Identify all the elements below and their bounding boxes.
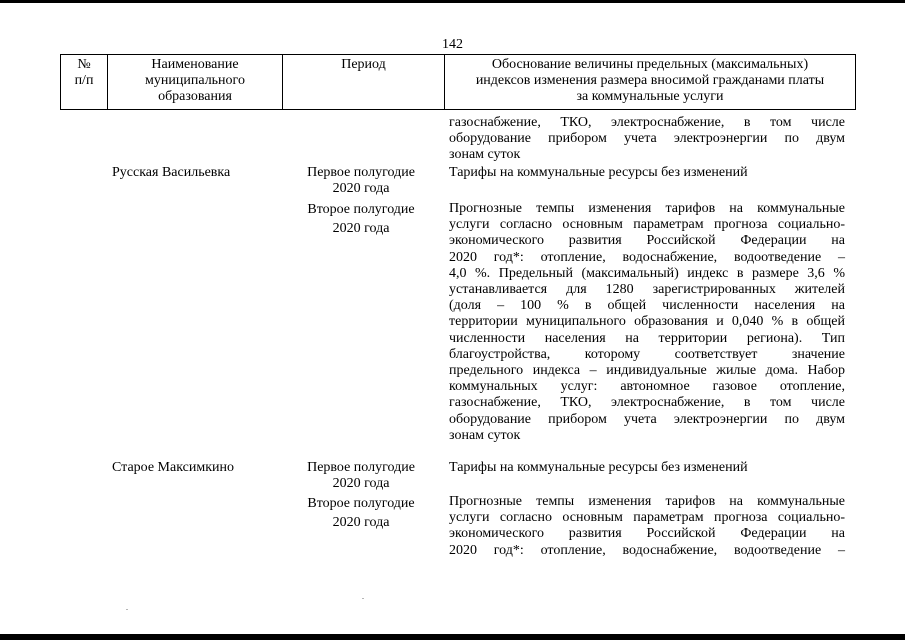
header-name-column [108,55,283,110]
header-cell-line: образования [158,89,232,104]
scan-bottom-border [0,634,905,640]
text-line: экономического развития Российской Федерации на [449,526,845,542]
text-line: 2020 год*: отопление, водоснабжение, водоотведение – [449,542,845,558]
continuation-text [449,115,845,164]
text-line: газоснабжение, ТКО, электроснабжение, в том числе [449,115,845,130]
forecast-text [449,494,845,559]
tariff-text [449,165,845,181]
text-line: 4,0 %. Предельный (максимальный) индекс в размере 3,6 % [449,265,845,281]
text-line: (доля – 100 % в общей численности населения на [449,298,845,314]
forecast-text [449,201,845,444]
text-line: Тарифы на коммунальные ресурсы без изменений [449,460,748,475]
text-line: Прогнозные темпы изменения тарифов на коммунальные [449,494,845,509]
scan-speck [362,598,364,599]
text-line: 2020 год*: отопление, водоснабжение, водоотведение – [449,249,845,265]
header-cell-line: Обоснование величины предельных (максимальных) [491,57,809,72]
period-line: Первое полугодие [307,165,415,180]
period-first-half [291,460,431,493]
period-line: Первое полугодие [307,460,415,475]
text-line: зонам суток [449,427,521,443]
scan-speck [126,609,128,610]
header-cell-line: № [77,57,91,72]
text-line: Тарифы на коммунальные ресурсы без изменений [449,165,748,180]
text-line: газоснабжение, ТКО, электроснабжение, в том числе [449,395,845,411]
text-line: устанавливается для 1280 зарегистрированных жителей [449,282,845,298]
header-cell-line: за коммунальные услуги [576,89,724,104]
text-line: оборудование прибором учета электроэнергии по двум [449,131,845,147]
tariff-text [449,460,845,476]
text-line: численности населения на территории региона). Тип [449,330,845,346]
header-period-column [283,55,445,110]
period-line: 2020 года [332,220,390,236]
header-cell-line: Наименование [151,57,239,72]
period-second-half [291,494,431,532]
header-cell-line: п/п [74,73,94,88]
text-line: экономического развития Российской Федерации на [449,233,845,249]
period-line: Второе полугодие [307,496,415,511]
period-first-half [291,165,431,198]
text-line: коммунальных услуг: автономное газовое отопление, [449,379,845,395]
header-basis-column [445,55,856,110]
table-header [60,54,856,110]
period-line: Второе полугодие [307,202,415,217]
text-line: оборудование прибором учета электроэнергии по двум [449,411,845,427]
municipality-name: Старое Максимкино [112,460,235,475]
page-number: 142 [442,37,463,52]
period-line: 2020 года [332,476,390,492]
text-line: предельного индекса – индивидуальные жилые дома. Набор [449,363,845,379]
text-line: услуги согласно основным параметрам прогноза социально- [449,217,845,233]
period-line: 2020 года [332,181,390,197]
text-line: благоустройства, которому соответствует значение [449,346,845,362]
text-line: зонам суток [449,147,521,163]
header-cell-line: муниципального [145,73,245,88]
header-cell-line: индексов изменения размера вносимой гражданами платы [475,73,825,88]
text-line: Прогнозные темпы изменения тарифов на коммунальные [449,201,845,216]
header-cell-line: Период [341,57,386,72]
period-line: 2020 года [332,515,390,530]
header-number-column [61,55,108,110]
text-line: территории муниципального образования и 0,040 % в общей [449,314,845,330]
municipality-name: Русская Васильевка [112,165,231,180]
text-line: услуги согласно основным параметрам прогноза социально- [449,510,845,526]
period-second-half [291,201,431,238]
scan-top-border [0,0,905,3]
